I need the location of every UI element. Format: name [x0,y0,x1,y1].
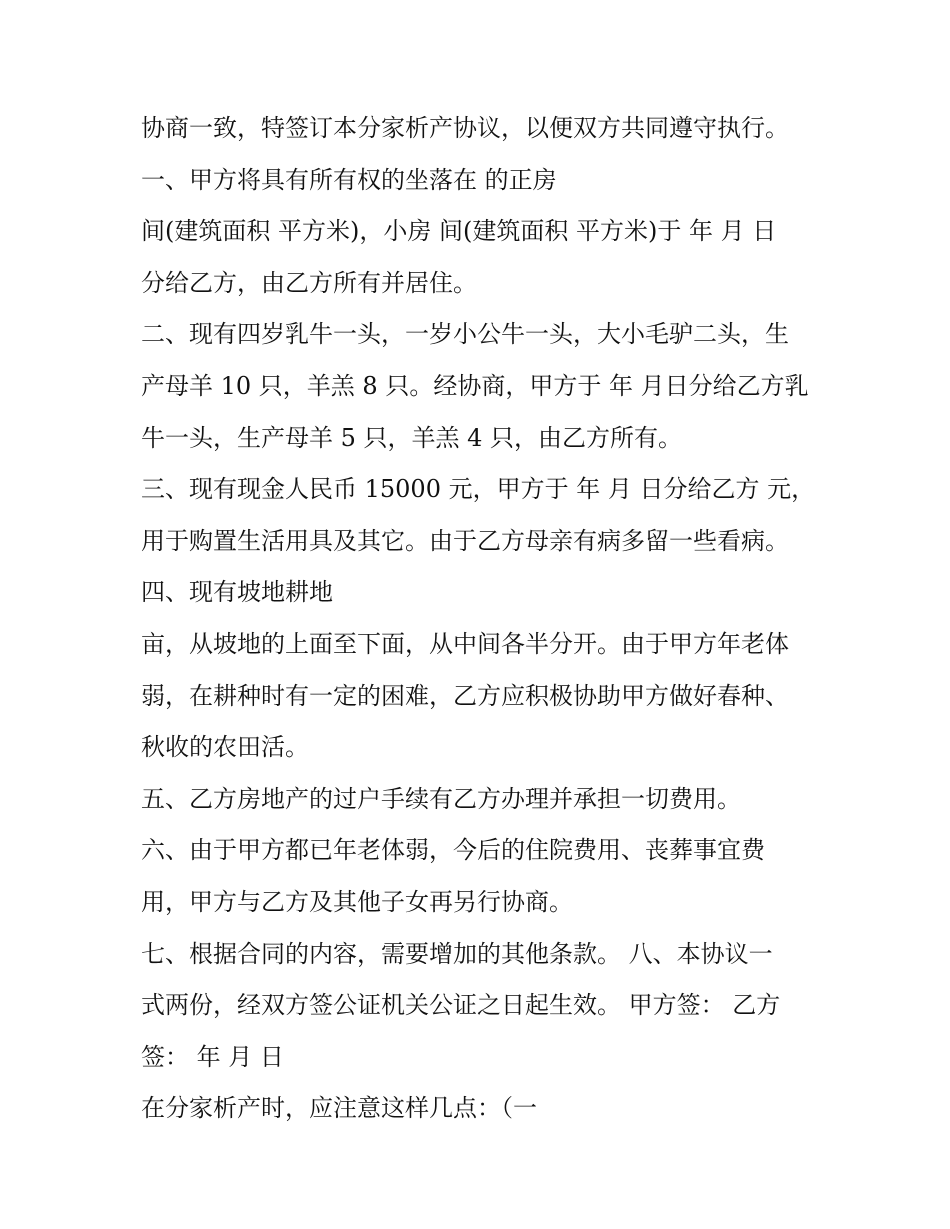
text-line: 用，甲方与乙方及其他子女再另行协商。 [141,887,573,916]
text-line: 式两份，经双方签公证机关公证之日起生效。 甲方签： 乙方 [141,991,781,1020]
text-line: 四、现有坡地耕地 [141,578,333,607]
text-line: 弱，在耕种时有一定的困难，乙方应积极协助甲方做好春种、 [141,681,789,710]
text-line: 签： 年 月 日 [141,1042,284,1071]
text-line: 一、甲方将具有所有权的坐落在 的正房 [141,165,557,194]
text-line: 间(建筑面积 平方米)，小房 间(建筑面积 平方米)于 年 月 日 [141,217,777,246]
text-line: 五、乙方房地产的过户手续有乙方办理并承担一切费用。 [141,784,741,813]
text-line: 协商一致，特签订本分家析产协议，以便双方共同遵守执行。 [141,114,789,142]
text-line: 三、现有现金人民币 15000 元，甲方于 年 月 日分给乙方 元， [141,475,816,504]
text-line: 七、根据合同的内容，需要增加的其他条款。 八、本协议一 [141,939,773,968]
agreement-text [141,103,821,1135]
text-line: 在分家析产时，应注意这样几点：（一 [141,1094,537,1123]
text-line: 牛一头，生产母羊 5 只，羊羔 4 只，由乙方所有。 [141,423,683,452]
text-line: 二、现有四岁乳牛一头，一岁小公牛一头，大小毛驴二头，生 [141,320,789,349]
text-line: 产母羊 10 只，羊羔 8 只。经协商，甲方于 年 月日分给乙方乳 [141,371,809,400]
text-line: 亩，从坡地的上面至下面，从中间各半分开。由于甲方年老体 [141,629,789,658]
text-line: 分给乙方，由乙方所有并居住。 [141,268,477,297]
text-line: 秋收的农田活。 [141,733,309,762]
text-line: 用于购置生活用具及其它。由于乙方母亲有病多留一些看病。 [141,526,789,555]
text-line: 六、由于甲方都已年老体弱，今后的住院费用、丧葬事宜费 [141,836,765,865]
